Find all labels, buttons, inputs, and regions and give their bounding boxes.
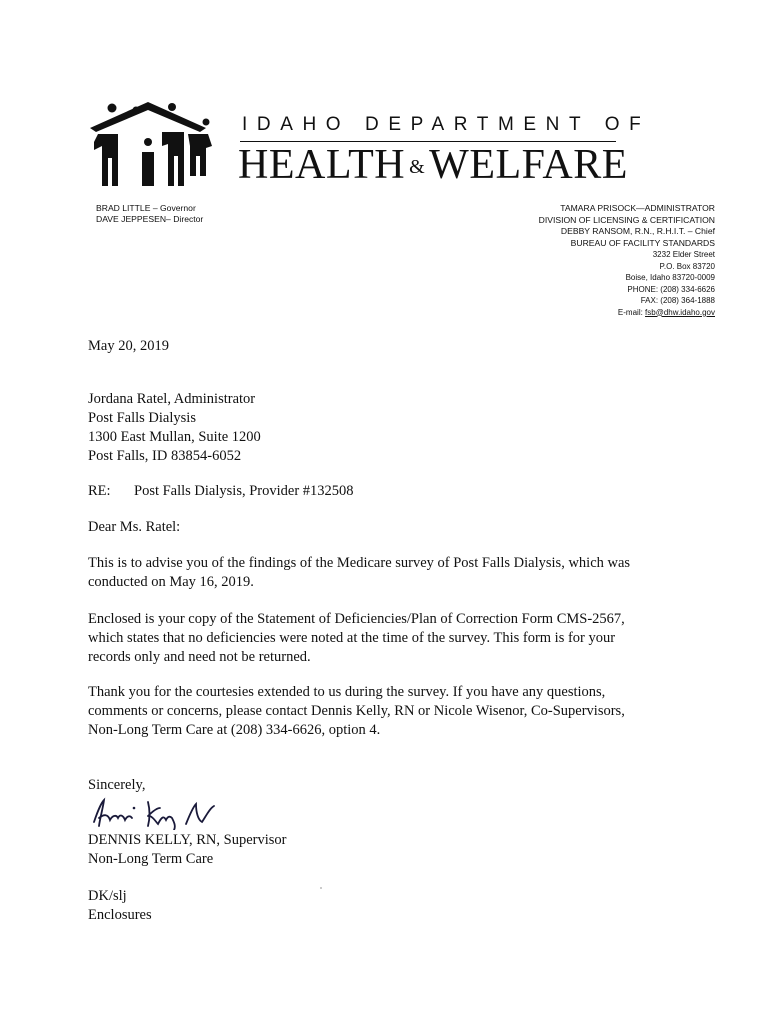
bureau-name: BUREAU OF FACILITY STANDARDS <box>570 237 715 248</box>
paragraph-1 <box>88 554 630 592</box>
official-director: DAVE JEPPESEN– Director <box>96 213 204 224</box>
re-line <box>88 482 354 501</box>
paragraph-line: Thank you for the courtesies extended to us during the survey. If you have any questions, <box>88 684 606 700</box>
street-address: 3232 Elder Street <box>652 250 715 259</box>
left-officials <box>96 203 203 224</box>
po-box: P.O. Box 83720 <box>659 261 715 271</box>
division-name: DIVISION OF LICENSING & CERTIFICATION <box>538 214 715 225</box>
paragraph-line: This is to advise you of the findings of the Medicare survey of Post Falls Dialysis, which was <box>88 555 631 571</box>
paragraph-line: which states that no deficiencies were noted at the time of the survey. This form is for your <box>88 630 616 646</box>
recipient-name: Jordana Ratel, Administrator <box>88 391 256 407</box>
signer-name: DENNIS KELLY, RN, Supervisor <box>88 832 287 848</box>
official-chief: DEBBY RANSOM, R.N., R.H.I.T. – Chief <box>560 226 715 236</box>
paragraph-line: records only and need not be returned. <box>88 649 311 665</box>
email-label: E-mail: <box>617 307 643 317</box>
recipient-address <box>88 390 261 466</box>
official-governor: BRAD LITTLE – Governor <box>96 203 196 213</box>
dept-ampersand: & <box>409 156 426 178</box>
enclosures: Enclosures <box>88 907 152 923</box>
paragraph-2 <box>88 610 625 667</box>
department-name-line1: IDAHO DEPARTMENT OF <box>242 114 651 135</box>
official-administrator: TAMARA PRISOCK—ADMINISTRATOR <box>560 203 715 213</box>
email-line <box>539 307 715 319</box>
recipient-facility: Post Falls Dialysis <box>88 410 196 426</box>
dhw-logo-icon <box>88 98 218 188</box>
initials: DK/slj <box>88 888 127 904</box>
signer-department: Non-Long Term Care <box>88 851 214 867</box>
email-link[interactable]: fsb@dhw.idaho.gov <box>645 307 715 317</box>
dept-welfare: WELFARE <box>429 142 628 188</box>
city-state-zip: Boise, Idaho 83720-0009 <box>625 273 715 282</box>
paragraph-line: conducted on May 16, 2019. <box>88 574 254 590</box>
salutation: Dear Ms. Ratel: <box>88 519 181 535</box>
closing: Sincerely, <box>88 777 146 793</box>
fax: FAX: (208) 364-1888 <box>640 296 715 305</box>
signer-block <box>88 831 286 869</box>
handwritten-signature-icon <box>90 796 220 830</box>
re-label: RE: <box>88 483 111 499</box>
recipient-city: Post Falls, ID 83854-6052 <box>88 448 242 464</box>
paragraph-line: Non-Long Term Care at (208) 334-6626, option 4. <box>88 722 381 738</box>
footer-block <box>88 887 152 925</box>
paragraph-line: Enclosed is your copy of the Statement of Deficiencies/Plan of Correction Form CMS-2567, <box>88 611 625 627</box>
re-text: Post Falls Dialysis, Provider #132508 <box>134 483 354 499</box>
scan-speck <box>320 887 322 889</box>
recipient-street: 1300 East Mullan, Suite 1200 <box>88 429 261 445</box>
paragraph-line: comments or concerns, please contact Dennis Kelly, RN or Nicole Wisenor, Co-Supervisors, <box>88 703 625 719</box>
phone: PHONE: (208) 334-6626 <box>627 284 715 294</box>
dept-health: HEALTH <box>238 142 406 188</box>
letter-date: May 20, 2019 <box>88 338 169 354</box>
right-officials <box>539 203 715 318</box>
paragraph-3 <box>88 683 625 740</box>
department-name-line2 <box>238 140 628 192</box>
